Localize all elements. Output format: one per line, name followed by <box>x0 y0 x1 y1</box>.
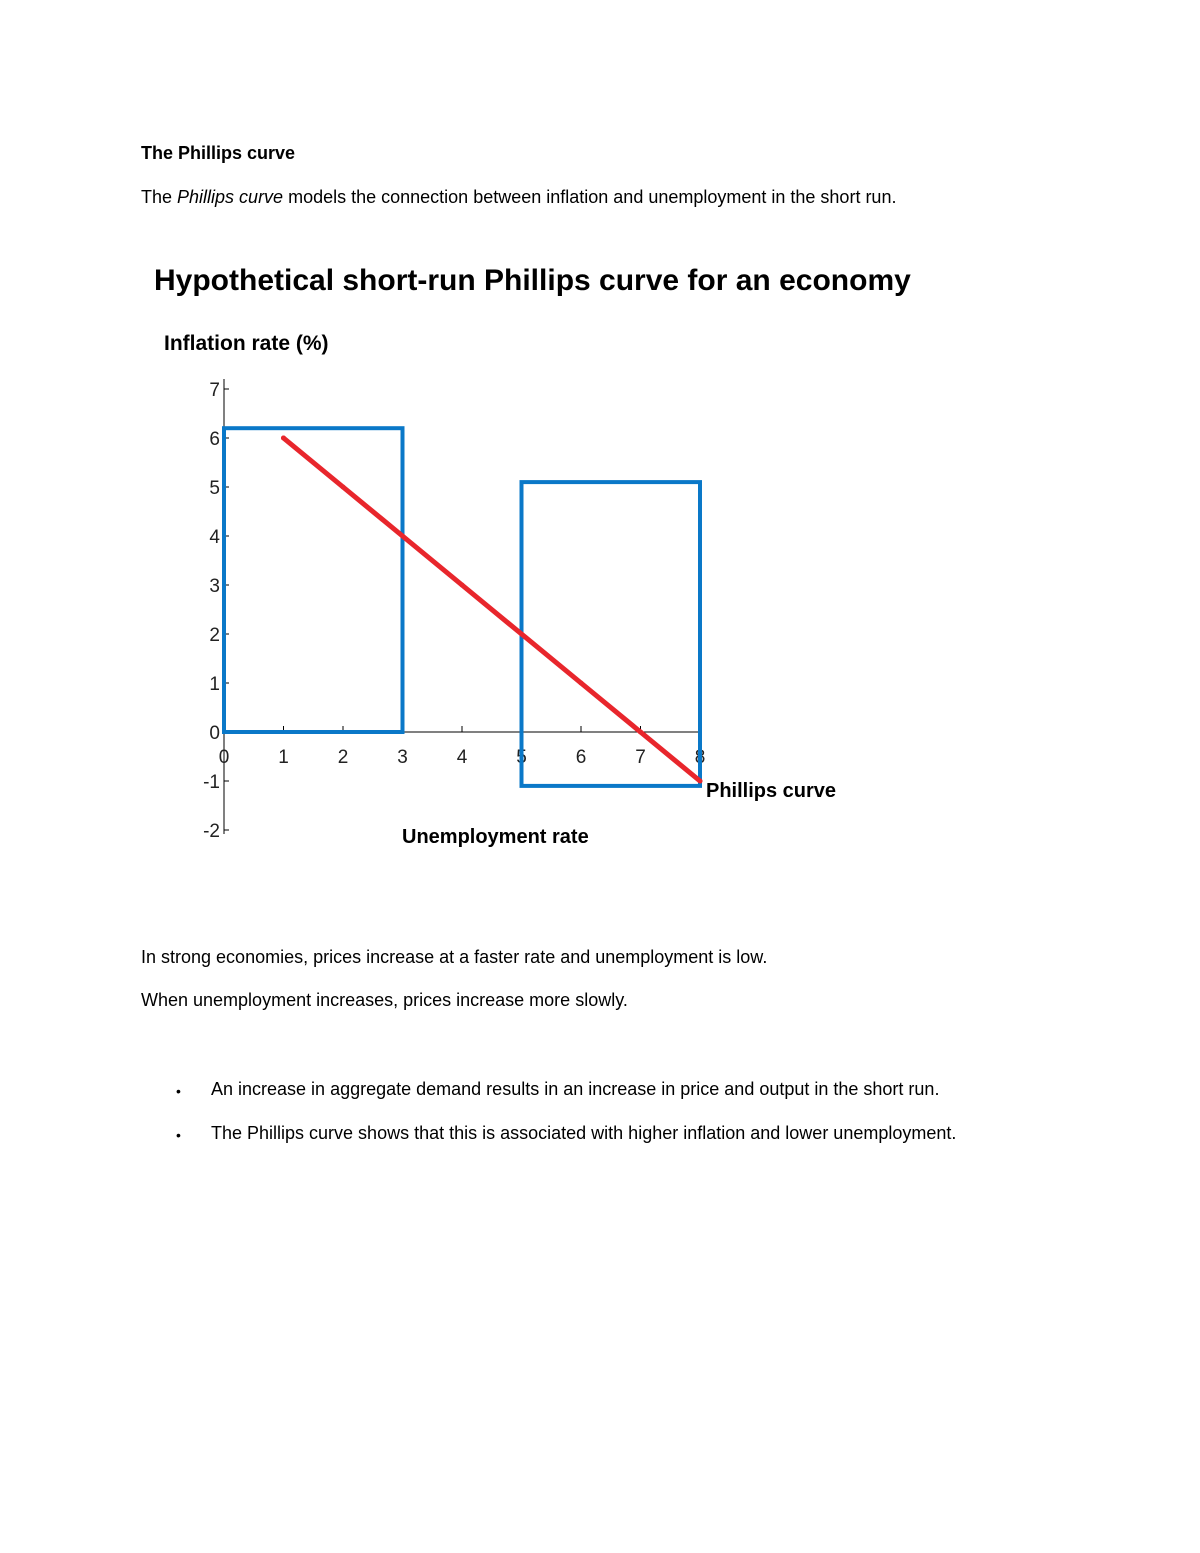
y-tick-label: -1 <box>203 772 220 793</box>
x-axis-label: Unemployment rate <box>402 826 589 848</box>
x-tick-label: 1 <box>278 747 289 768</box>
intro-emphasis: Phillips curve <box>177 187 284 207</box>
x-tick-label: 5 <box>516 747 527 768</box>
highlight-box-2 <box>522 482 701 786</box>
highlight-box-1 <box>224 428 403 732</box>
bullet-text: The Phillips curve shows that this is associated with higher inflation and lower unemployment. <box>211 1123 957 1143</box>
paragraph-unemployment-increases: When unemployment increases, prices increase more slowly. <box>141 990 628 1010</box>
intro-paragraph <box>141 187 896 208</box>
data-point <box>341 485 346 490</box>
data-point <box>400 534 405 539</box>
x-tick-label: 2 <box>337 747 349 768</box>
x-tick-label: 4 <box>456 747 468 768</box>
data-point <box>519 632 524 637</box>
y-tick-label: 1 <box>209 674 220 695</box>
x-tick-label: 3 <box>397 747 408 768</box>
list-item <box>170 1123 956 1167</box>
x-tick-label: 6 <box>575 747 587 768</box>
series-label: Phillips curve <box>706 780 837 802</box>
y-axis-label: Inflation rate (%) <box>164 332 329 355</box>
section-heading: The Phillips curve <box>141 143 296 163</box>
intro-text-end: models the connection between inflation and unemployment in the short run. <box>283 187 897 207</box>
y-tick-label: 2 <box>209 625 220 646</box>
chart-canvas <box>140 250 920 870</box>
data-point <box>460 583 465 588</box>
data-point <box>638 730 643 735</box>
paragraph-strong-economies: In strong economies, prices increase at a faster rate and unemployment is low. <box>141 947 768 967</box>
x-tick-label: 7 <box>635 747 646 768</box>
x-tick-label: 0 <box>218 747 230 768</box>
y-tick-label: 5 <box>209 478 220 499</box>
data-point <box>698 779 703 784</box>
intro-text-start: The <box>141 187 178 207</box>
y-tick-label: 0 <box>209 723 220 744</box>
data-point <box>579 681 584 686</box>
phillips-curve-chart <box>140 250 920 870</box>
y-tick-label: 7 <box>209 380 220 401</box>
y-tick-label: 6 <box>209 429 220 450</box>
series-line-phillips-curve <box>284 438 701 781</box>
list-item <box>170 1079 956 1123</box>
chart-title: Hypothetical short-run Phillips curve for an economy <box>154 264 911 297</box>
bullet-text: An increase in aggregate demand results in an increase in price and output in the short run. <box>211 1079 940 1099</box>
data-point <box>281 436 286 441</box>
y-tick-label: -2 <box>203 821 220 842</box>
x-tick-label: 8 <box>694 747 706 768</box>
y-tick-label: 4 <box>209 527 220 548</box>
y-tick-label: 3 <box>209 576 220 597</box>
bullet-icon: • <box>176 1083 181 1099</box>
bullet-icon: • <box>176 1127 181 1143</box>
bullet-list <box>170 1079 956 1167</box>
